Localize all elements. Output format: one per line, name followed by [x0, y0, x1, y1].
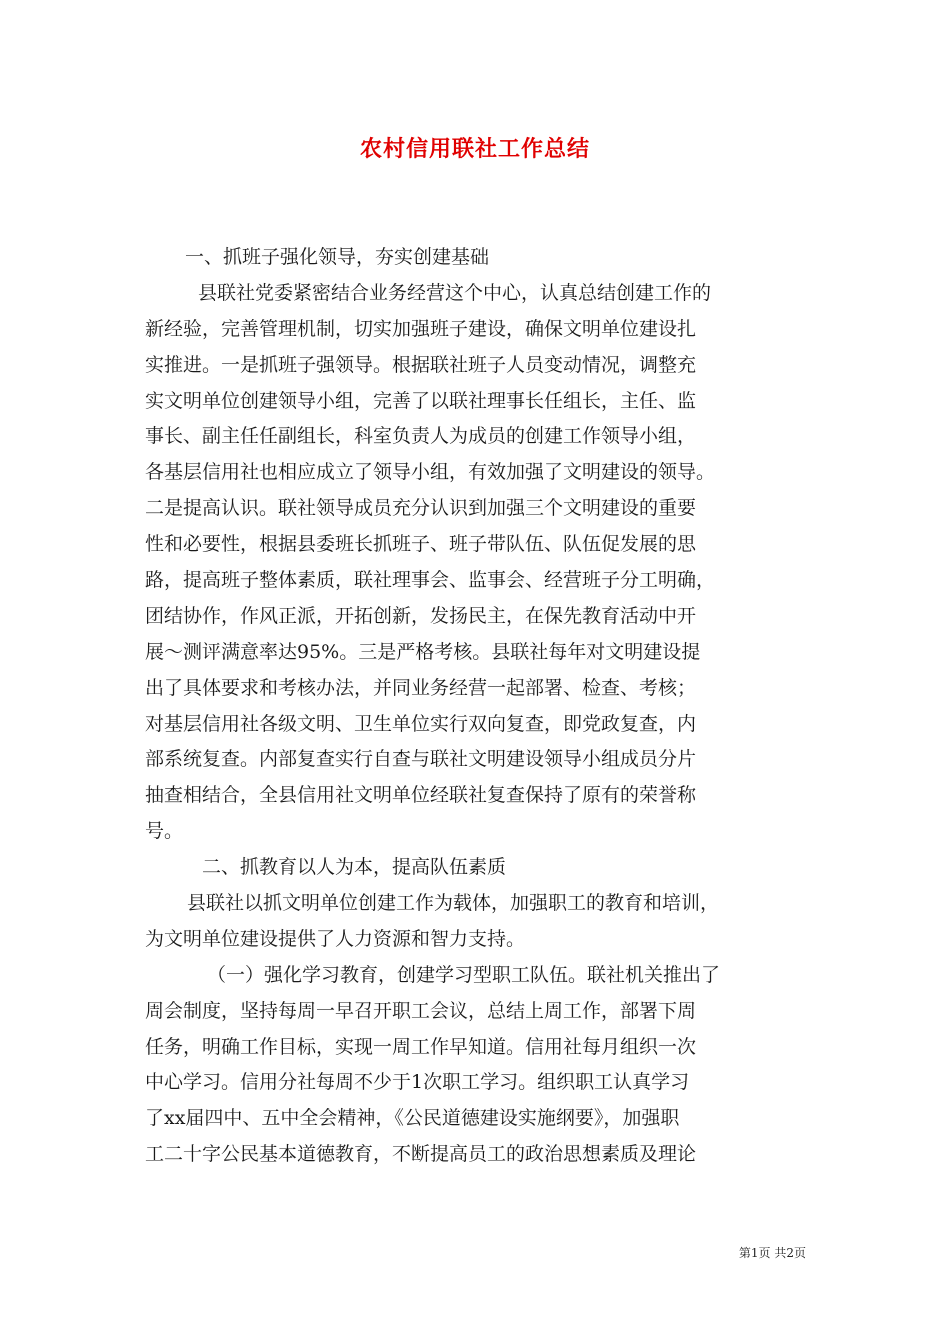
body-line: 事长、副主任任副组长，科室负责人为成员的创建工作领导小组， — [145, 425, 697, 448]
page-number: 第1页 共2页 — [738, 1246, 806, 1260]
body-line: 二是提高认识。联社领导成员充分认识到加强三个文明建设的重要 — [145, 497, 697, 520]
body-line: 抽查相结合，全县信用社文明单位经联社复查保持了原有的荣誉称 — [145, 784, 697, 807]
body-line: 为文明单位建设提供了人力资源和智力支持。 — [145, 927, 526, 950]
body-line: 各基层信用社也相应成立了领导小组，有效加强了文明建设的领导。 — [145, 461, 716, 484]
document-body — [145, 240, 835, 1173]
body-line: 部系统复查。内部复查实行自查与联社文明建设领导小组成员分片 — [145, 748, 697, 771]
body-line: 周会制度，坚持每周一早召开职工会议，总结上周工作，部署下周 — [145, 999, 697, 1022]
subsection-line: （一）强化学习教育，创建学习型职工队伍。联社机关推出了 — [207, 963, 721, 986]
body-line: 实推进。一是抓班子强领导。根据联社班子人员变动情况，调整充 — [145, 353, 697, 376]
body-line: 县联社党委紧密结合业务经营这个中心，认真总结创建工作的 — [198, 281, 712, 304]
body-line: 实文明单位创建领导小组，完善了以联社理事长任组长，主任、监 — [145, 389, 697, 412]
body-line: 新经验，完善管理机制，切实加强班子建设，确保文明单位建设扎 — [145, 317, 697, 340]
body-line: 路，提高班子整体素质，联社理事会、监事会、经营班子分工明确， — [145, 569, 716, 592]
body-line: 工二十字公民基本道德教育，不断提高员工的政治思想素质及理论 — [145, 1143, 697, 1166]
body-line: 号。 — [145, 820, 184, 843]
body-line: 对基层信用社各级文明、卫生单位实行双向复查，即党政复查，内 — [145, 712, 697, 735]
section-heading-2: 二、抓教育以人为本，提高队伍素质 — [202, 856, 507, 879]
document-title: 农村信用联社工作总结 — [359, 136, 590, 162]
body-line: 了xx届四中、五中全会精神，《公民道德建设实施纲要》，加强职 — [145, 1107, 680, 1130]
body-line: 出了具体要求和考核办法，并同业务经营一起部署、检查、考核； — [145, 676, 697, 699]
body-line: 展～测评满意率达95%。三是严格考核。县联社每年对文明建设提 — [145, 640, 701, 663]
body-line: 中心学习。信用分社每周不少于1次职工学习。组织职工认真学习 — [145, 1071, 690, 1094]
body-line: 性和必要性，根据县委班长抓班子、班子带队伍、队伍促发展的思 — [145, 533, 697, 556]
body-line: 县联社以抓文明单位创建工作为载体，加强职工的教育和培训， — [187, 892, 720, 915]
body-line: 团结协作，作风正派，开拓创新，发扬民主，在保先教育活动中开 — [145, 604, 697, 627]
section-heading-1: 一、抓班子强化领导，夯实创建基础 — [185, 246, 490, 268]
body-line: 任务，明确工作目标，实现一周工作早知道。信用社每月组织一次 — [145, 1035, 697, 1058]
